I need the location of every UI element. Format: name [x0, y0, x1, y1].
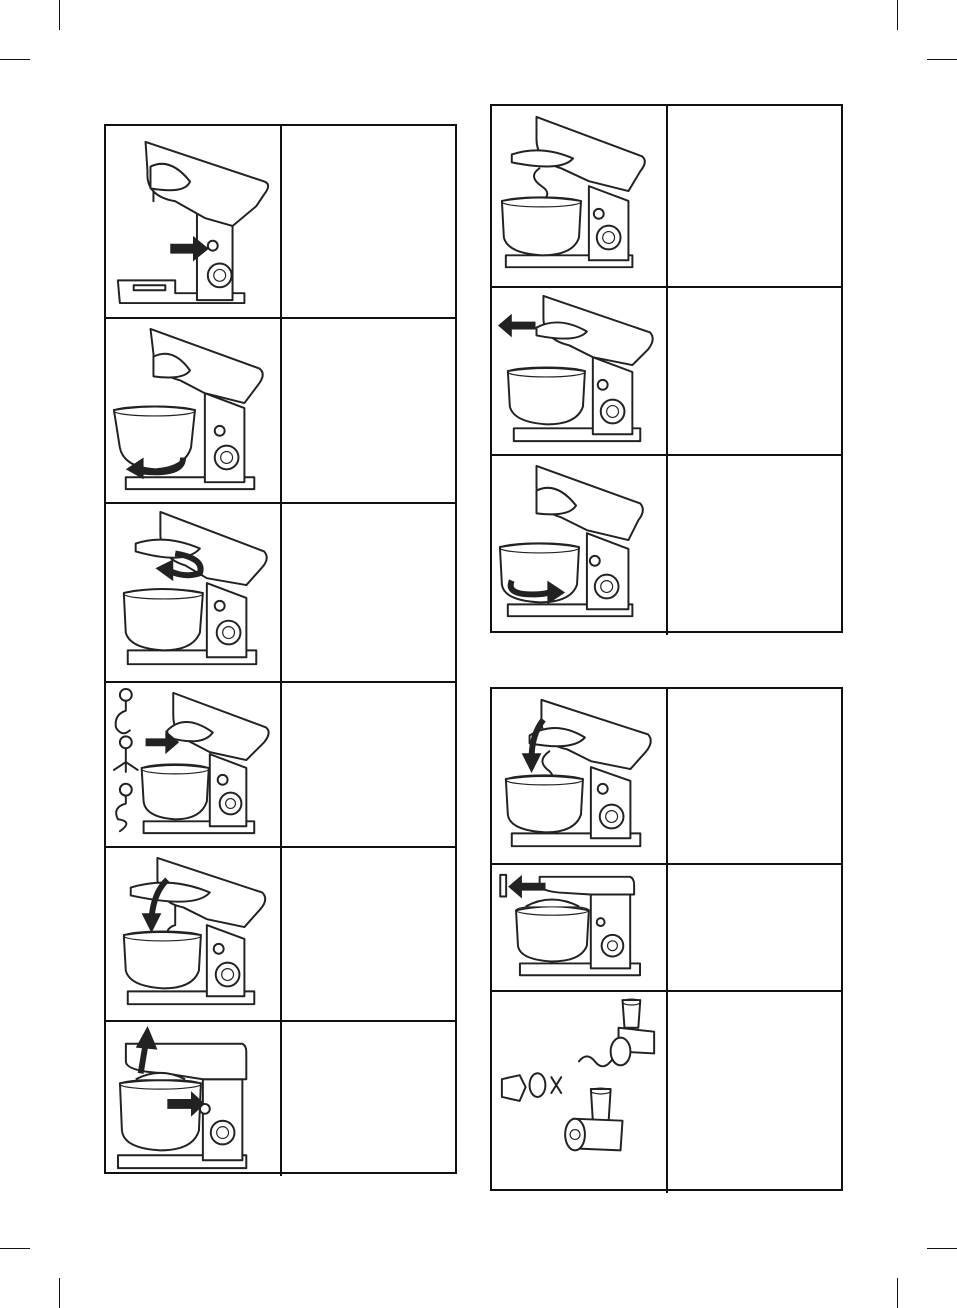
- crop-mark-bottom-left-v: [59, 1278, 60, 1308]
- step-row: [492, 454, 841, 635]
- step-text: [282, 848, 455, 1020]
- step-text: [668, 689, 841, 863]
- lower-head-illustration: [106, 848, 282, 1020]
- release-lift-head-illustration: [106, 1022, 282, 1176]
- crop-mark-bottom-right-h: [927, 1248, 957, 1249]
- remove-splash-guard-illustration: [492, 288, 668, 454]
- step-text: [282, 1022, 455, 1176]
- splash-guard-rotate-illustration: [106, 504, 282, 681]
- step-row: [106, 1020, 455, 1176]
- step-text: [668, 992, 841, 1193]
- tool-selection-illustration: [106, 683, 282, 846]
- lower-head-with-hook-illustration: [492, 689, 668, 863]
- crop-mark-bottom-left-h: [0, 1248, 30, 1249]
- crop-mark-top-left-v: [59, 0, 60, 30]
- step-row: [106, 126, 455, 317]
- step-row: [492, 106, 841, 286]
- step-text: [668, 456, 841, 635]
- step-text: [282, 683, 455, 846]
- step-row: [492, 689, 841, 863]
- step-text: [282, 319, 455, 502]
- step-text: [668, 865, 841, 990]
- place-bowl-twist-illustration: [106, 319, 282, 502]
- step-row: [106, 502, 455, 681]
- step-text: [668, 106, 841, 286]
- step-row: [492, 990, 841, 1193]
- crop-mark-top-left-h: [0, 59, 30, 60]
- step-row: [106, 317, 455, 502]
- mixer-head-up-release-illustration: [106, 126, 282, 317]
- raise-head-remove-tool-illustration: [492, 106, 668, 286]
- meat-grinder-parts-illustration: [492, 992, 668, 1193]
- step-row: [106, 681, 455, 846]
- right-top-steps-table: [490, 104, 843, 633]
- crop-mark-bottom-right-v: [897, 1278, 898, 1308]
- remove-front-cover-illustration: [492, 865, 668, 990]
- step-row: [492, 286, 841, 454]
- left-steps-table: [104, 124, 457, 1174]
- step-text: [282, 126, 455, 317]
- step-text: [668, 288, 841, 454]
- crop-mark-top-right-v: [897, 0, 898, 30]
- right-bottom-steps-table: [490, 687, 843, 1191]
- step-text: [282, 504, 455, 681]
- step-row: [106, 846, 455, 1020]
- twist-bowl-remove-illustration: [492, 456, 668, 635]
- crop-mark-top-right-h: [927, 59, 957, 60]
- step-row: [492, 863, 841, 990]
